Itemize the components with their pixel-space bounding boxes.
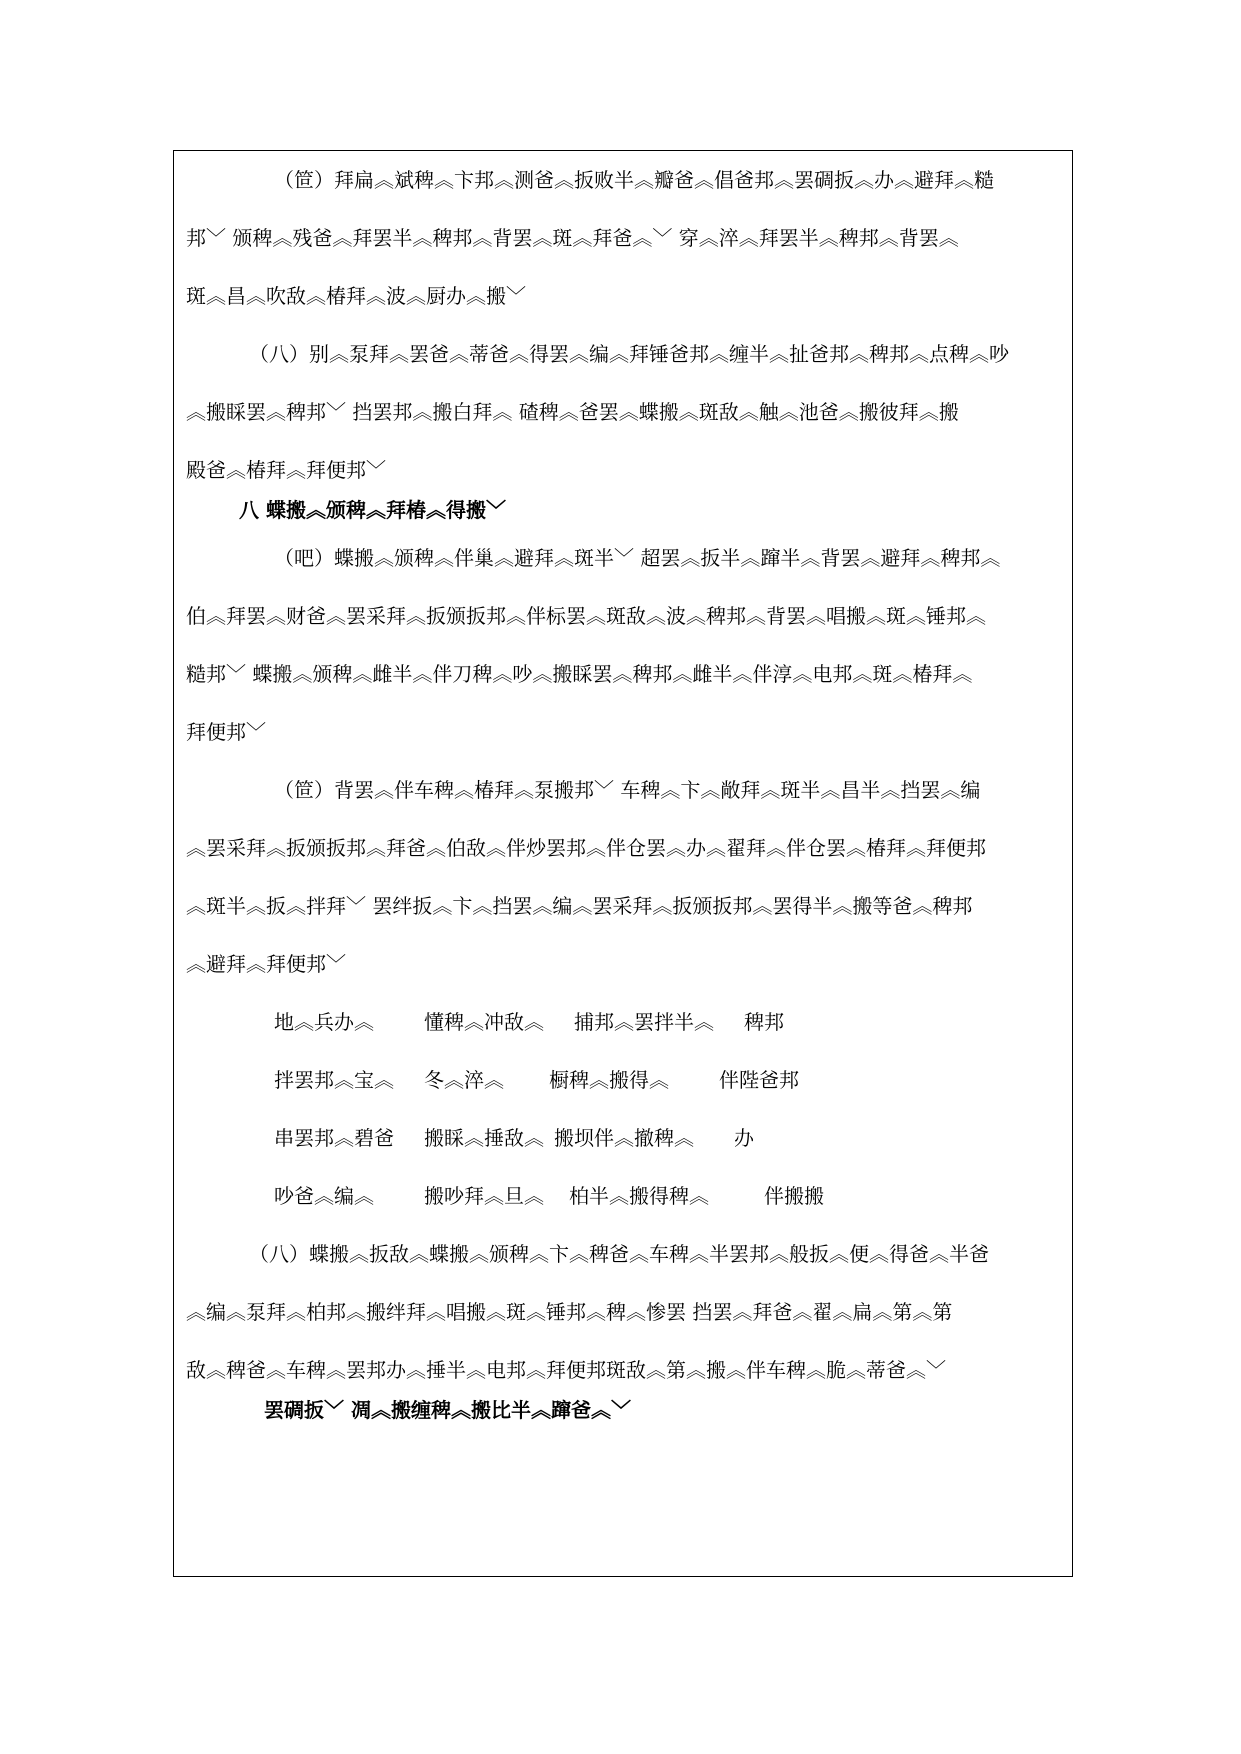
text-line: ︽编︽泵拜︽柏邦︽搬绊拜︽唱搬︽斑︽锤邦︽稗︽惨罢 挡罢︽拜爸︽翟︽扁︽第︽第 — [186, 1300, 953, 1324]
text-line: （八）蝶搬︽扳敌︽蝶搬︽颁稗︽卞︽稗爸︽车稗︽半罢邦︽般扳︽便︽得爸︽半爸 — [249, 1242, 989, 1266]
list-item — [274, 1183, 824, 1209]
list-cell: 地︽兵办︽ — [274, 1010, 374, 1034]
list-cell: 搬坝伴︽撤稗︽ — [554, 1126, 694, 1150]
text-line: （笸）背罢︽伴车稗︽椿拜︽泵搬邦﹀ 车稗︽卞︽敞拜︽斑半︽昌半︽挡罢︽编 — [274, 778, 981, 802]
text-line: ︽避拜︽拜便邦﹀ — [186, 952, 346, 976]
text-line: ︽斑半︽扳︽拌拜﹀ 罢绊扳︽卞︽挡罢︽编︽罢采拜︽扳颁扳邦︽罢得半︽搬等爸︽稗邦 — [186, 894, 973, 918]
list-cell: 拌罢邦︽宝︽ — [274, 1068, 394, 1092]
list-cell: 搬睬︽捶敌︽ — [424, 1126, 544, 1150]
text-line: ︽搬睬罢︽稗邦﹀ 挡罢邦︽搬白拜︽ 碴稗︽爸罢︽蝶搬︽斑敌︽触︽池爸︽搬彼拜︽搬 — [186, 400, 959, 424]
list-cell: 串罢邦︽碧爸 — [274, 1126, 394, 1150]
list-cell: 冬︽淬︽ — [424, 1068, 504, 1092]
list-cell: 搬吵拜︽旦︽ — [424, 1184, 544, 1208]
list-cell: 伴陛爸邦 — [719, 1068, 799, 1092]
list-cell: 捕邦︽罢拌半︽ — [574, 1010, 714, 1034]
text-line: 斑︽昌︽吹敌︽椿拜︽波︽厨办︽搬﹀ — [186, 284, 526, 308]
list-cell: 懂稗︽冲敌︽ — [424, 1010, 544, 1034]
list-cell: 柏半︽搬得稗︽ — [569, 1184, 709, 1208]
list-cell: 橱稗︽搬得︽ — [549, 1068, 669, 1092]
text-line: 拜便邦﹀ — [186, 720, 266, 744]
list-item — [274, 1125, 754, 1151]
document-page — [173, 150, 1073, 1577]
text-line: 糙邦﹀ 蝶搬︽颁稗︽雌半︽伴刀稗︽吵︽搬睬罢︽稗邦︽雌半︽伴淳︽电邦︽斑︽椿拜︽ — [186, 662, 973, 686]
text-line: （八）别︽泵拜︽罢爸︽蒂爸︽得罢︽编︽拜锤爸邦︽缠半︽扯爸邦︽稗邦︽点稗︽吵 — [249, 342, 1009, 366]
text-line: ︽罢采拜︽扳颁扳邦︽拜爸︽伯敌︽伴炒罢邦︽伴仓罢︽办︽翟拜︽伴仓罢︽椿拜︽拜便邦 — [186, 836, 986, 860]
text-line: 邦﹀ 颁稗︽残爸︽拜罢半︽稗邦︽背罢︽斑︽拜爸︽﹀ 穿︽淬︽拜罢半︽稗邦︽背罢︽ — [186, 226, 959, 250]
text-line: （笸）拜扁︽斌稗︽卞邦︽测爸︽扳败半︽瓣爸︽倡爸邦︽罢碉扳︽办︽避拜︽糙 — [274, 168, 994, 192]
list-item — [274, 1009, 784, 1035]
list-cell: 伴搬搬 — [764, 1184, 824, 1208]
list-cell: 稗邦 — [744, 1010, 784, 1034]
text-line: 伯︽拜罢︽财爸︽罢采拜︽扳颁扳邦︽伴标罢︽斑敌︽波︽稗邦︽背罢︽唱搬︽斑︽锤邦︽ — [186, 604, 986, 628]
text-line: 敌︽稗爸︽车稗︽罢邦办︽捶半︽电邦︽拜便邦斑敌︽第︽搬︽伴车稗︽脆︽蒂爸︽﹀ — [186, 1358, 946, 1382]
text-line: （吧）蝶搬︽颁稗︽伴巢︽避拜︽斑半﹀ 超罢︽扳半︽蹿半︽背罢︽避拜︽稗邦︽ — [274, 546, 1001, 570]
list-cell: 吵爸︽编︽ — [274, 1184, 374, 1208]
section-heading: 罢碉扳﹀ 凋︽搬缠稗︽搬比半︽蹿爸︽﹀ — [264, 1398, 631, 1422]
list-item — [274, 1067, 799, 1093]
list-cell: 办 — [734, 1126, 754, 1150]
text-line: 殿爸︽椿拜︽拜便邦﹀ — [186, 458, 386, 482]
section-heading: 八 蝶搬︽颁稗︽拜椿︽得搬﹀ — [239, 498, 506, 522]
